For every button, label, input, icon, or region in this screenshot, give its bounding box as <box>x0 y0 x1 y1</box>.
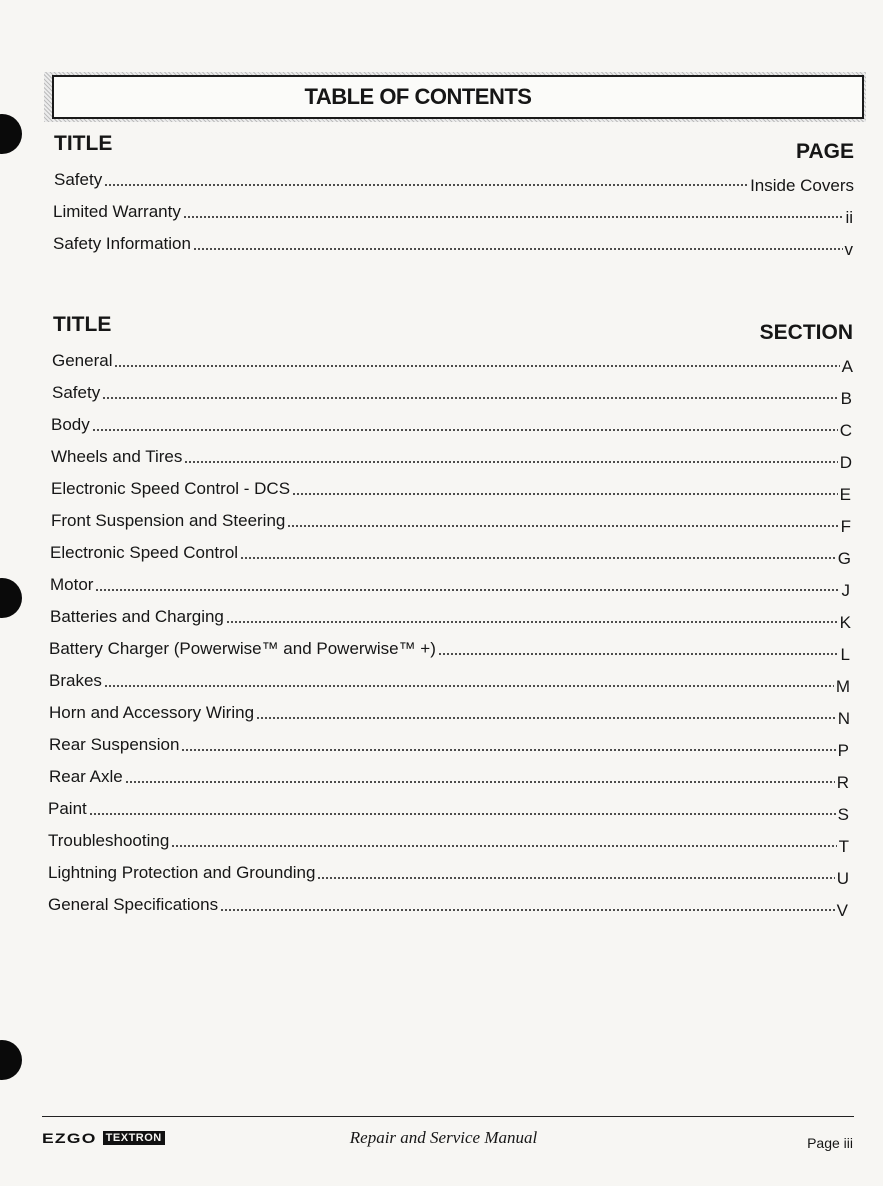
toc-row-label: Batteries and Charging <box>50 607 224 626</box>
toc-row[interactable] <box>50 573 850 600</box>
leader-dots <box>193 247 843 251</box>
leader-dots <box>317 876 834 880</box>
leader-dots <box>292 492 838 496</box>
toc-row-label: Safety <box>52 383 101 402</box>
toc-row-label: General Specifications <box>48 895 219 914</box>
toc-row-label: Rear Axle <box>49 767 123 786</box>
leader-dots <box>438 652 839 656</box>
binder-hole <box>0 114 22 154</box>
leader-dots <box>240 556 836 560</box>
toc-row[interactable] <box>53 200 853 227</box>
brand-suffix: TEXTRON <box>103 1131 165 1145</box>
manual-title: Repair and Service Manual <box>349 1128 538 1147</box>
toc-row-ref: v <box>844 240 853 259</box>
toc-row-ref: P <box>837 741 849 760</box>
toc-row-ref: K <box>839 613 851 632</box>
toc-row[interactable] <box>54 168 854 195</box>
toc-row[interactable] <box>49 637 850 664</box>
toc-row[interactable] <box>48 829 849 856</box>
leader-dots <box>256 716 836 720</box>
sections-header <box>53 313 853 353</box>
toc-row[interactable] <box>50 541 851 568</box>
title-banner <box>52 75 864 119</box>
toc-row-ref: C <box>839 421 852 440</box>
leader-dots <box>220 908 835 912</box>
leader-dots <box>114 364 839 368</box>
leader-dots <box>95 588 839 592</box>
leader-dots <box>181 748 835 752</box>
toc-row[interactable] <box>49 669 850 696</box>
toc-row-label: Safety <box>54 170 103 189</box>
toc-row-ref: R <box>836 773 849 792</box>
toc-row[interactable] <box>51 509 851 536</box>
toc-row[interactable] <box>51 413 852 440</box>
toc-row-ref: B <box>840 389 852 408</box>
toc-row-label: Horn and Accessory Wiring <box>49 703 255 722</box>
toc-row[interactable] <box>49 701 850 728</box>
toc-row-ref: Inside Covers <box>750 176 854 195</box>
toc-row-ref: U <box>836 869 849 888</box>
leader-dots <box>92 428 838 432</box>
toc-row-ref: J <box>841 581 850 600</box>
page-title: TABLE OF CONTENTS <box>304 84 532 109</box>
leader-dots <box>104 684 834 688</box>
toc-row[interactable] <box>48 797 849 824</box>
toc-row-label: Wheels and Tires <box>51 447 183 466</box>
toc-row-ref: D <box>839 453 852 472</box>
toc-row[interactable] <box>49 733 849 760</box>
binder-hole <box>0 578 22 618</box>
toc-row-label: Troubleshooting <box>48 831 170 850</box>
toc-row[interactable] <box>50 605 851 632</box>
toc-row-ref: S <box>837 805 849 824</box>
toc-row-label: Brakes <box>49 671 102 690</box>
front-matter-header <box>54 132 854 172</box>
leader-dots <box>287 524 838 528</box>
toc-row[interactable] <box>52 349 853 376</box>
footer-rule <box>42 1116 854 1117</box>
leader-dots <box>89 812 836 816</box>
toc-row-ref: L <box>840 645 850 664</box>
toc-row[interactable] <box>51 477 851 504</box>
sections-title-col: TITLE <box>53 313 112 336</box>
toc-row-ref: ii <box>845 208 853 227</box>
leader-dots <box>226 620 838 624</box>
toc-row-label: General <box>52 351 113 370</box>
toc-row-ref: A <box>841 357 853 376</box>
toc-row-ref: N <box>837 709 850 728</box>
toc-row-label: Paint <box>48 799 87 818</box>
page-number: Page iii <box>807 1135 853 1151</box>
toc-row[interactable] <box>51 445 852 472</box>
toc-row-label: Electronic Speed Control <box>50 543 239 562</box>
toc-row-ref: T <box>838 837 849 856</box>
leader-dots <box>171 844 836 848</box>
toc-row-ref: E <box>839 485 851 504</box>
front-matter-title-col: TITLE <box>54 132 113 155</box>
leader-dots <box>104 183 748 187</box>
leader-dots <box>102 396 838 400</box>
toc-row-ref: G <box>837 549 851 568</box>
brand-mark: EZGO <box>42 1130 97 1146</box>
leader-dots <box>183 215 844 219</box>
toc-row-ref: V <box>836 901 848 920</box>
toc-row[interactable] <box>48 861 849 888</box>
toc-row-label: Safety Information <box>53 234 191 253</box>
front-matter-page-col: PAGE <box>796 140 854 163</box>
leader-dots <box>125 780 835 784</box>
toc-row[interactable] <box>52 381 852 408</box>
toc-row-label: Lightning Protection and Grounding <box>48 863 316 882</box>
toc-row-ref: F <box>840 517 851 536</box>
toc-row[interactable] <box>49 765 849 792</box>
toc-row[interactable] <box>48 893 848 920</box>
binder-hole <box>0 1040 22 1080</box>
toc-row-ref: M <box>835 677 850 696</box>
toc-row-label: Body <box>51 415 90 434</box>
toc-row-label: Rear Suspension <box>49 735 180 754</box>
sections-section-col: SECTION <box>759 321 853 344</box>
toc-row-label: Limited Warranty <box>53 202 181 221</box>
toc-row-label: Electronic Speed Control - DCS <box>51 479 291 498</box>
toc-row-label: Battery Charger (Powerwise™ and Powerwise™ +) <box>49 639 436 658</box>
leader-dots <box>184 460 837 464</box>
toc-row-label: Motor <box>50 575 94 594</box>
toc-row[interactable] <box>53 232 853 259</box>
toc-row-label: Front Suspension and Steering <box>51 511 286 530</box>
